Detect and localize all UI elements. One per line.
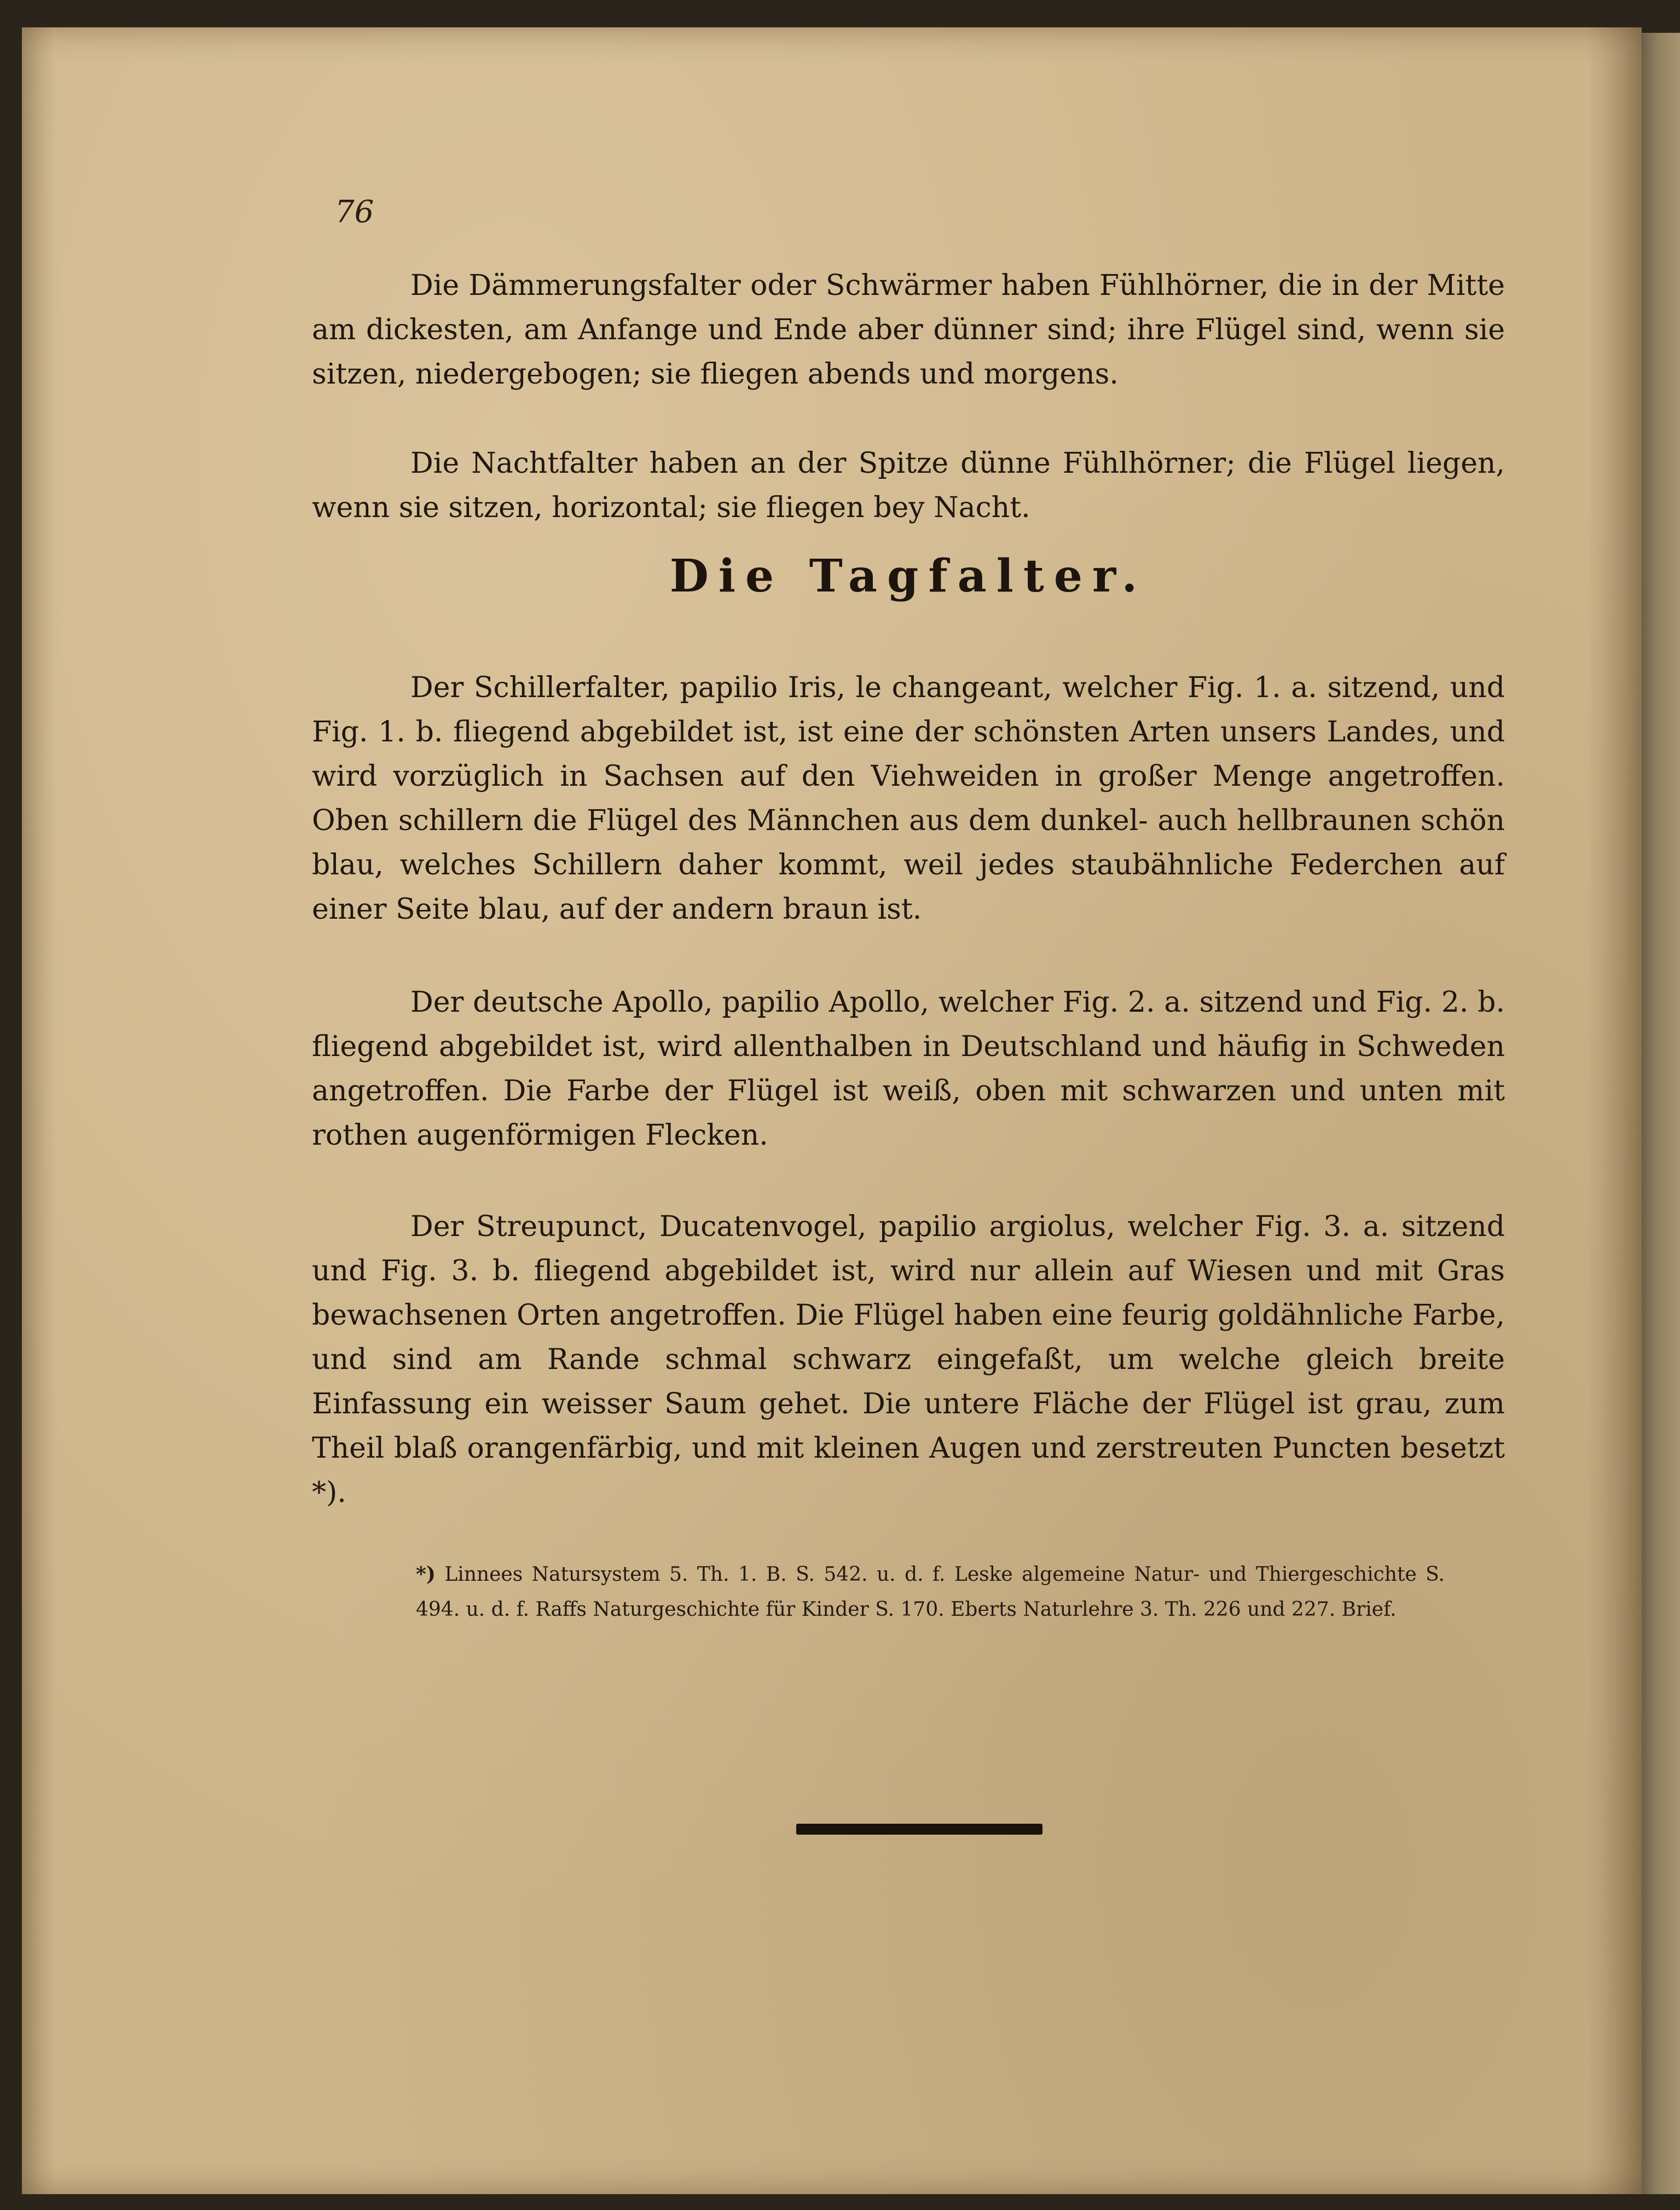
paragraph-schillerfalter: Der Schillerfalter, papilio Iris, le changeant, welcher Fig. 1. a. sitzend, und Fig. 1. b. fliegend abgebildet ist, ist eine der schönsten Arten unsers Landes, und wird vorzüglich in Sachsen auf den Viehweiden in großer Menge angetroffen. Oben schillern die Flügel des Männchen aus dem dunkel- auch hellbraunen schön blau, welches Schillern daher kommt, weil jedes staubähnliche Federchen auf einer Seite blau, auf der andern braun ist.: [312, 671, 1505, 926]
section-heading: Die Tagfalter.: [669, 550, 1148, 602]
footnote-text: Linnees Natursystem 5. Th. 1. B. S. 542. u. d. f. Leske algemeine Natur- und Thiergeschichte S. 494. u. d. f. Raffs Naturgeschichte für Kinder S. 170. Eberts Naturlehre 3. Th. 226 und 227. Brief.: [416, 1563, 1445, 1621]
paragraph-apollo: Der deutsche Apollo, papilio Apollo, welcher Fig. 2. a. sitzend und Fig. 2. b. fliegend abgebildet ist, wird allenthalben in Deutschland und häufig in Schweden angetroffen. Die Farbe der Flügel ist weiß, oben mit schwarzen und unten mit rothen augenförmigen Flecken.: [312, 986, 1505, 1152]
footnote: [416, 1557, 1445, 1627]
page-number: 76: [335, 194, 374, 230]
closing-rule: [796, 1824, 1042, 1835]
paragraph-daemmerungsfalter: Die Dämmerungsfalter oder Schwärmer haben Fühlhörner, die in der Mitte am dickesten, am Anfange und Ende aber dünner sind; ihre Flügel sind, wenn sie sitzen, niedergebogen; sie fliegen abends und morgens.: [312, 269, 1505, 391]
footnote-marker: *): [416, 1563, 436, 1586]
paragraph-streupunct: Der Streupunct, Ducatenvogel, papilio argiolus, welcher Fig. 3. a. sitzend und Fig. 3. b. fliegend abgebildet ist, wird nur allein auf Wiesen und mit Gras bewachsenen Orten angetroffen. Die Flügel haben eine feurig goldähnliche Farbe, und sind am Rande schmal schwarz eingefaßt, um welche gleich breite Einfassung ein weisser Saum gehet. Die untere Fläche der Flügel ist grau, zum Theil blaß orangenfärbig, und mit kleinen Augen und zerstreuten Puncten besetzt *).: [312, 1210, 1505, 1509]
paragraph-nachtfalter: Die Nachtfalter haben an der Spitze dünne Fühlhörner; die Flügel liegen, wenn sie sitzen, horizontal; sie fliegen bey Nacht.: [312, 447, 1505, 524]
book-edge: [1642, 33, 1680, 2194]
